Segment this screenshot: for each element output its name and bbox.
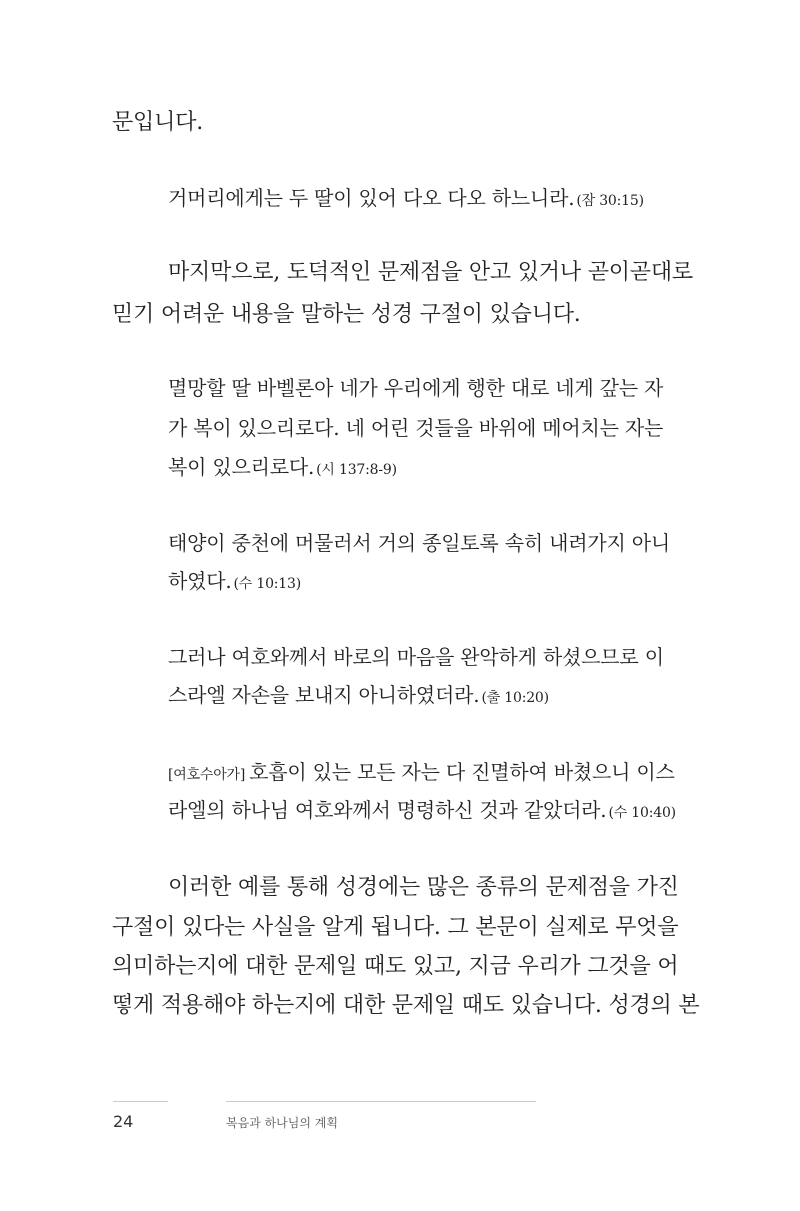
footer-rule-left [113, 1101, 168, 1102]
quote-text: 거머리에게는 두 딸이 있어 다오 다오 하느니라. [168, 186, 575, 210]
quote-line [168, 566, 642, 599]
quote-line [168, 795, 676, 828]
quote-line: 태양이 중천에 머물러서 거의 종일토록 속히 내려가지 아니 [168, 531, 670, 555]
speaker-tag: [여호수아가] [168, 767, 246, 783]
body-line: 의미하는지에 대한 문제일 때도 있고, 지금 우리가 그것을 어 [112, 954, 679, 979]
verse-reference: (수 10:40) [608, 805, 676, 821]
quote-line [168, 183, 642, 216]
verse-reference: (잠 30:15) [576, 193, 644, 209]
quote-text: 스라엘 자손을 보내지 아니하였더라. [168, 683, 480, 707]
body-line: 믿기 어려운 내용을 말하는 성경 구절이 있습니다. [112, 302, 581, 327]
footer-rule-right [226, 1101, 536, 1102]
quote-line: 가 복이 있으리로다. 네 어린 것들을 바위에 메어치는 자는 [168, 416, 664, 440]
quote-text: 복이 있으리로다. [168, 455, 315, 479]
body-line: 구절이 있다는 사실을 알게 됩니다. 그 본문이 실제로 무엇을 [112, 915, 679, 940]
body-line: 문입니다. [112, 110, 204, 135]
quote-line [168, 757, 675, 790]
quote-text: 라엘의 하나님 여호와께서 명령하신 것과 같았더라. [168, 798, 607, 822]
quote-line: 멸망할 딸 바벨론아 네가 우리에게 행한 대로 네게 갚는 자 [168, 376, 664, 400]
verse-reference: (출 10:20) [481, 690, 549, 706]
quote-line [168, 680, 642, 713]
body-line: 마지막으로, 도덕적인 문제점을 안고 있거나 곧이곧대로 [168, 260, 693, 285]
quote-text: 하였다. [168, 569, 232, 593]
body-line: 이러한 예를 통해 성경에는 많은 종류의 문제점을 가진 [168, 875, 679, 900]
body-line: 떻게 적용해야 하는지에 대한 문제일 때도 있습니다. 성경의 본 [112, 993, 700, 1018]
quote-line [168, 452, 642, 485]
running-title: 복음과 하나님의 계획 [226, 1116, 338, 1130]
quote-text: 호흡이 있는 모든 자는 다 진멸하여 바쳤으니 이스 [249, 760, 675, 784]
quote-line: 그러나 여호와께서 바로의 마음을 완악하게 하셨으므로 이 [168, 645, 664, 669]
page-number: 24 [113, 1112, 134, 1131]
verse-reference: (시 137:8-9) [316, 462, 397, 478]
verse-reference: (수 10:13) [233, 576, 301, 592]
